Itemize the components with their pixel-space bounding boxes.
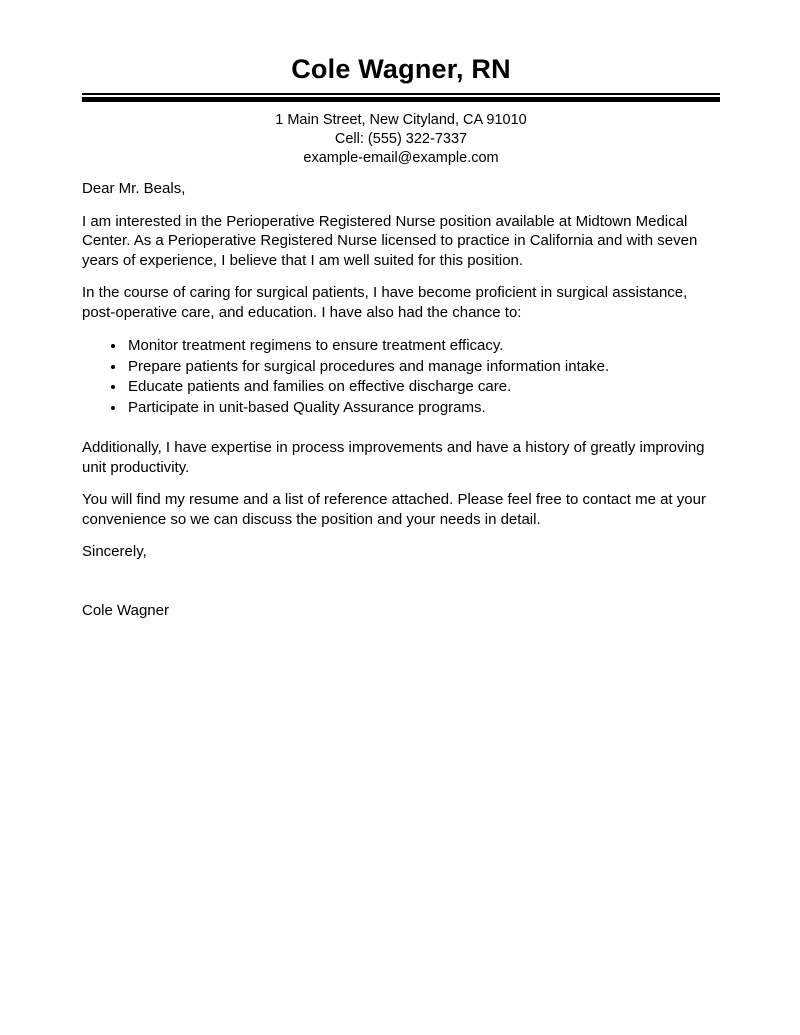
paragraph-intro: I am interested in the Perioperative Registered Nurse position available at Midtown Medical Center. As a Perioperative Registered Nurse licensed to practice in California and with seven years of experience, I believe that I am well suited for this position. xyxy=(82,212,698,269)
paragraph-expertise: Additionally, I have expertise in process improvements and have a history of greatly improving unit productivity. xyxy=(82,439,705,476)
signature-name: Cole Wagner xyxy=(82,601,169,619)
bullet-item: • Prepare patients for surgical procedures and manage information intake. xyxy=(126,357,720,377)
bullet-item: • Monitor treatment regimens to ensure treatment efficacy. xyxy=(126,336,720,356)
page-title: Cole Wagner, RN xyxy=(291,54,511,84)
header-rule xyxy=(82,93,720,102)
bullet-item: • Educate patients and families on effective discharge care. xyxy=(126,377,720,397)
bullet-list xyxy=(82,336,720,417)
contact-email: example-email@example.com xyxy=(303,150,499,166)
closing: Sincerely, xyxy=(82,543,147,560)
bullet-item: • Participate in unit-based Quality Assurance programs. xyxy=(126,398,720,418)
letter-body xyxy=(82,179,720,620)
signature-space xyxy=(82,562,720,601)
contact-address: 1 Main Street, New Cityland, CA 91010 xyxy=(275,112,527,128)
greeting: Dear Mr. Beals, xyxy=(82,180,186,197)
paragraph-skills: In the course of caring for surgical patients, I have become proficient in surgical assistance, post-operative care, and education. I have also had the chance to: xyxy=(82,284,688,321)
contact-block xyxy=(82,111,720,168)
contact-cell: Cell: (555) 322-7337 xyxy=(334,131,468,147)
header-rule-thick-line xyxy=(82,97,720,102)
paragraph-resume: You will find my resume and a list of reference attached. Please feel free to contact me at your convenience so we can discuss the position and your needs in detail. xyxy=(82,491,706,528)
